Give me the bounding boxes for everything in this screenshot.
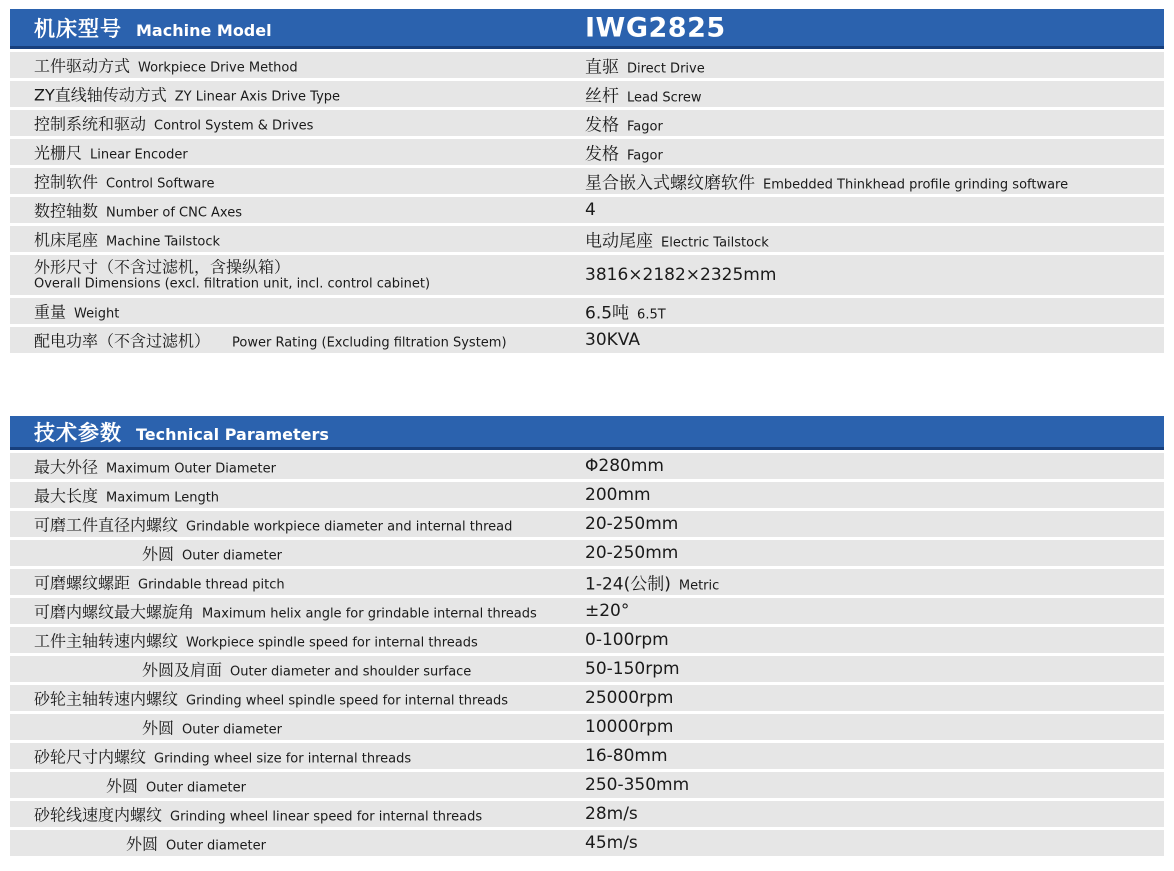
machine-model-title: 机床型号 Machine Model — [34, 16, 272, 41]
row-label: 数控轴数 Number of CNC Axes — [34, 201, 243, 221]
row-label: 可磨工件直径内螺纹 Grindable workpiece diameter and internal thread — [34, 515, 513, 535]
spec-row — [10, 168, 1164, 194]
row-label: 配电功率（不含过滤机） Power Rating (Excluding filtration System) — [34, 331, 507, 351]
row-value: 20-250mm — [585, 543, 679, 563]
spec-row — [10, 327, 1164, 353]
row-label: 可磨内螺纹最大螺旋角 Maximum helix angle for grindable internal threads — [34, 602, 537, 622]
spec-row — [10, 255, 1164, 295]
row-value: 45m/s — [585, 833, 638, 853]
row-label: 可磨螺纹螺距 Grindable thread pitch — [34, 573, 285, 593]
row-label: 砂轮线速度内螺纹 Grinding wheel linear speed for internal threads — [34, 805, 483, 825]
row-label: 砂轮尺寸内螺纹 Grinding wheel size for internal threads — [34, 747, 412, 767]
row-value: Φ280mm — [585, 456, 664, 476]
row-value: 250-350mm — [585, 775, 690, 795]
row-label: 外圆 Outer diameter — [126, 834, 266, 854]
row-label: 砂轮主轴转速内螺纹 Grinding wheel spindle speed for internal threads — [34, 689, 509, 709]
row-value: 28m/s — [585, 804, 638, 824]
row-label: 控制系统和驱动 Control System & Drives — [34, 114, 314, 134]
row-label: 外圆 Outer diameter — [106, 776, 246, 796]
row-label: 工件驱动方式 Workpiece Drive Method — [34, 56, 298, 76]
param-row — [10, 511, 1164, 537]
row-value: 4 — [585, 200, 596, 220]
param-row — [10, 540, 1164, 566]
row-value: 10000rpm — [585, 717, 674, 737]
row-label: ZY直线轴传动方式 ZY Linear Axis Drive Type — [34, 85, 341, 105]
param-row — [10, 772, 1164, 798]
row-label: 工件主轴转速内螺纹 Workpiece spindle speed for internal threads — [34, 631, 478, 651]
row-value: 星合嵌入式螺纹磨软件 Embedded Thinkhead profile grinding software — [585, 173, 1069, 194]
row-value: 20-250mm — [585, 514, 679, 534]
row-label: 外圆 Outer diameter — [142, 544, 282, 564]
row-label: 控制软件 Control Software — [34, 172, 215, 192]
spec-row — [10, 226, 1164, 252]
technical-parameters-title: 技术参数 Technical Parameters — [34, 420, 329, 445]
technical-parameters-header — [10, 416, 1164, 450]
row-label: 光栅尺 Linear Encoder — [34, 143, 188, 163]
row-value: 电动尾座 Electric Tailstock — [585, 231, 769, 252]
spec-row — [10, 81, 1164, 107]
param-row — [10, 743, 1164, 769]
row-label: 外圆及肩面 Outer diameter and shoulder surface — [142, 660, 472, 680]
row-value: 发格 Fagor — [585, 115, 663, 136]
row-value: 200mm — [585, 485, 651, 505]
row-value: 丝杆 Lead Screw — [585, 86, 702, 107]
row-value: 6.5吨 6.5T — [585, 303, 666, 324]
param-row — [10, 482, 1164, 508]
row-label: 最大外径 Maximum Outer Diameter — [34, 457, 276, 477]
param-row — [10, 714, 1164, 740]
row-label: 外形尺寸（不含过滤机，含操纵箱） Overall Dimensions (excl. filtration unit, incl. control cabinet) — [34, 257, 431, 292]
param-row — [10, 453, 1164, 479]
row-value: 直驱 Direct Drive — [585, 57, 705, 78]
row-value: 1-24(公制) Metric — [585, 574, 720, 595]
spec-row — [10, 139, 1164, 165]
machine-model-header — [10, 9, 1164, 49]
row-label: 机床尾座 Machine Tailstock — [34, 230, 221, 250]
row-value: 30KVA — [585, 330, 640, 350]
row-value: 0-100rpm — [585, 630, 669, 650]
row-value: 发格 Fagor — [585, 144, 663, 165]
machine-model-number: IWG2825 — [585, 12, 726, 43]
spec-row — [10, 110, 1164, 136]
spec-row — [10, 298, 1164, 324]
param-row — [10, 801, 1164, 827]
param-row — [10, 830, 1164, 856]
param-row — [10, 569, 1164, 595]
param-row — [10, 685, 1164, 711]
row-value: 16-80mm — [585, 746, 668, 766]
row-label: 重量 Weight — [34, 302, 120, 322]
row-value: 3816×2182×2325mm — [585, 265, 777, 285]
param-row — [10, 627, 1164, 653]
row-value: 50-150rpm — [585, 659, 680, 679]
spec-row — [10, 197, 1164, 223]
technical-parameters-table — [10, 416, 1164, 856]
param-row — [10, 656, 1164, 682]
param-row — [10, 598, 1164, 624]
row-value: ±20° — [585, 601, 630, 621]
machine-model-table — [10, 9, 1164, 353]
spec-row — [10, 52, 1164, 78]
row-label: 外圆 Outer diameter — [142, 718, 282, 738]
row-value: 25000rpm — [585, 688, 674, 708]
row-label: 最大长度 Maximum Length — [34, 486, 220, 506]
